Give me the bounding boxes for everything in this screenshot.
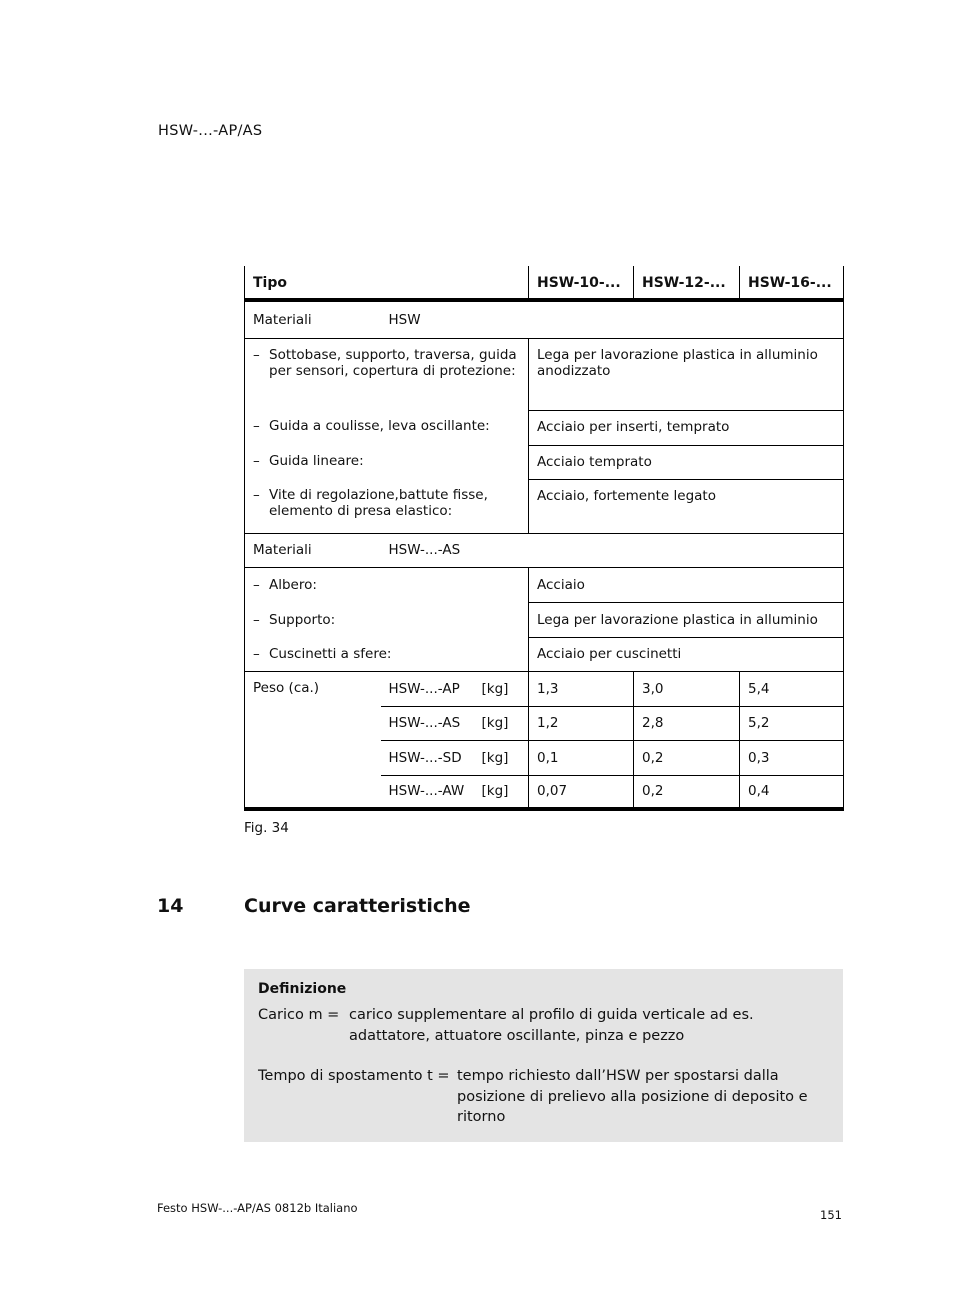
peso-value-hsw-10: 1,3 [529, 671, 634, 706]
material-value: Lega per lavorazione plastica in alluminio anodizzato [529, 338, 844, 410]
page-number: 151 [820, 1208, 842, 1222]
materiali-label: Materiali [245, 300, 381, 338]
peso-value-hsw-16: 0,3 [740, 740, 844, 775]
part-label: – Supporto: [245, 602, 529, 637]
footer-document-info: Festo HSW-...-AP/AS 0812b Italiano [157, 1201, 358, 1215]
material-value: Acciaio temprato [529, 445, 844, 479]
figure-caption: Fig. 34 [244, 820, 289, 836]
table-row [245, 671, 844, 706]
peso-label: Peso (ca.) [245, 671, 381, 809]
section-title: Curve caratteristiche [244, 895, 471, 917]
header-hsw-12: HSW-12-... [634, 266, 740, 300]
table-row [245, 567, 844, 602]
header-tipo: Tipo [245, 266, 529, 300]
carico-term: Carico m = [258, 1007, 340, 1023]
part-label: – Guida lineare: [245, 445, 529, 479]
part-label: – Guida a coulisse, leva oscillante: [245, 410, 529, 445]
peso-value-hsw-10: 0,1 [529, 740, 634, 775]
peso-model: HSW-...-AP [381, 671, 482, 706]
header-hsw-16: HSW-16-... [740, 266, 844, 300]
definition-title: Definizione [258, 981, 347, 997]
table-row [245, 300, 844, 338]
section-number: 14 [157, 895, 184, 917]
document-code-header: HSW-...-AP/AS [158, 123, 263, 139]
part-label: – Sottobase, supporto, traversa, guida per sensori, copertura di protezione: [245, 338, 529, 410]
peso-model: HSW-...-SD [381, 740, 482, 775]
header-hsw-10: HSW-10-... [529, 266, 634, 300]
definition-box [244, 969, 843, 1142]
peso-value-hsw-12: 2,8 [634, 706, 740, 740]
material-value: Acciaio, fortemente legato [529, 479, 844, 533]
part-label: – Cuscinetti a sfere: [245, 637, 529, 671]
peso-value-hsw-16: 5,2 [740, 706, 844, 740]
peso-value-hsw-16: 5,4 [740, 671, 844, 706]
material-value: Acciaio per inserti, temprato [529, 410, 844, 445]
peso-unit: [kg] [482, 740, 529, 775]
specifications-table [244, 266, 844, 811]
peso-value-hsw-16: 0,4 [740, 775, 844, 809]
table-row [245, 602, 844, 637]
material-value: Lega per lavorazione plastica in alluminio [529, 602, 844, 637]
peso-value-hsw-10: 1,2 [529, 706, 634, 740]
table-row [245, 479, 844, 533]
peso-unit: [kg] [482, 706, 529, 740]
peso-unit: [kg] [482, 671, 529, 706]
peso-value-hsw-12: 3,0 [634, 671, 740, 706]
materiali-label: Materiali [245, 533, 381, 567]
tempo-term: Tempo di spostamento t = [258, 1068, 450, 1084]
tempo-definition: tempo richiesto dall’HSW per spostarsi dalla posizione di prelievo alla posizione di deposito e ritorno [457, 1068, 808, 1125]
table-row [245, 533, 844, 567]
material-value: Acciaio [529, 567, 844, 602]
peso-value-hsw-10: 0,07 [529, 775, 634, 809]
peso-model: HSW-...-AW [381, 775, 482, 809]
materiali-model: HSW [381, 300, 844, 338]
part-label: – Albero: [245, 567, 529, 602]
part-label: – Vite di regolazione,battute fisse, elemento di presa elastico: [245, 479, 529, 533]
table-row [245, 445, 844, 479]
material-value: Acciaio per cuscinetti [529, 637, 844, 671]
peso-value-hsw-12: 0,2 [634, 740, 740, 775]
materiali-model: HSW-...-AS [381, 533, 844, 567]
table-row [245, 637, 844, 671]
table-row [245, 410, 844, 445]
peso-value-hsw-12: 0,2 [634, 775, 740, 809]
table-row [245, 338, 844, 410]
peso-model: HSW-...-AS [381, 706, 482, 740]
peso-unit: [kg] [482, 775, 529, 809]
carico-definition: carico supplementare al profilo di guida verticale ad es. adattatore, attuatore oscillante, pinza e pezzo [349, 1007, 754, 1044]
